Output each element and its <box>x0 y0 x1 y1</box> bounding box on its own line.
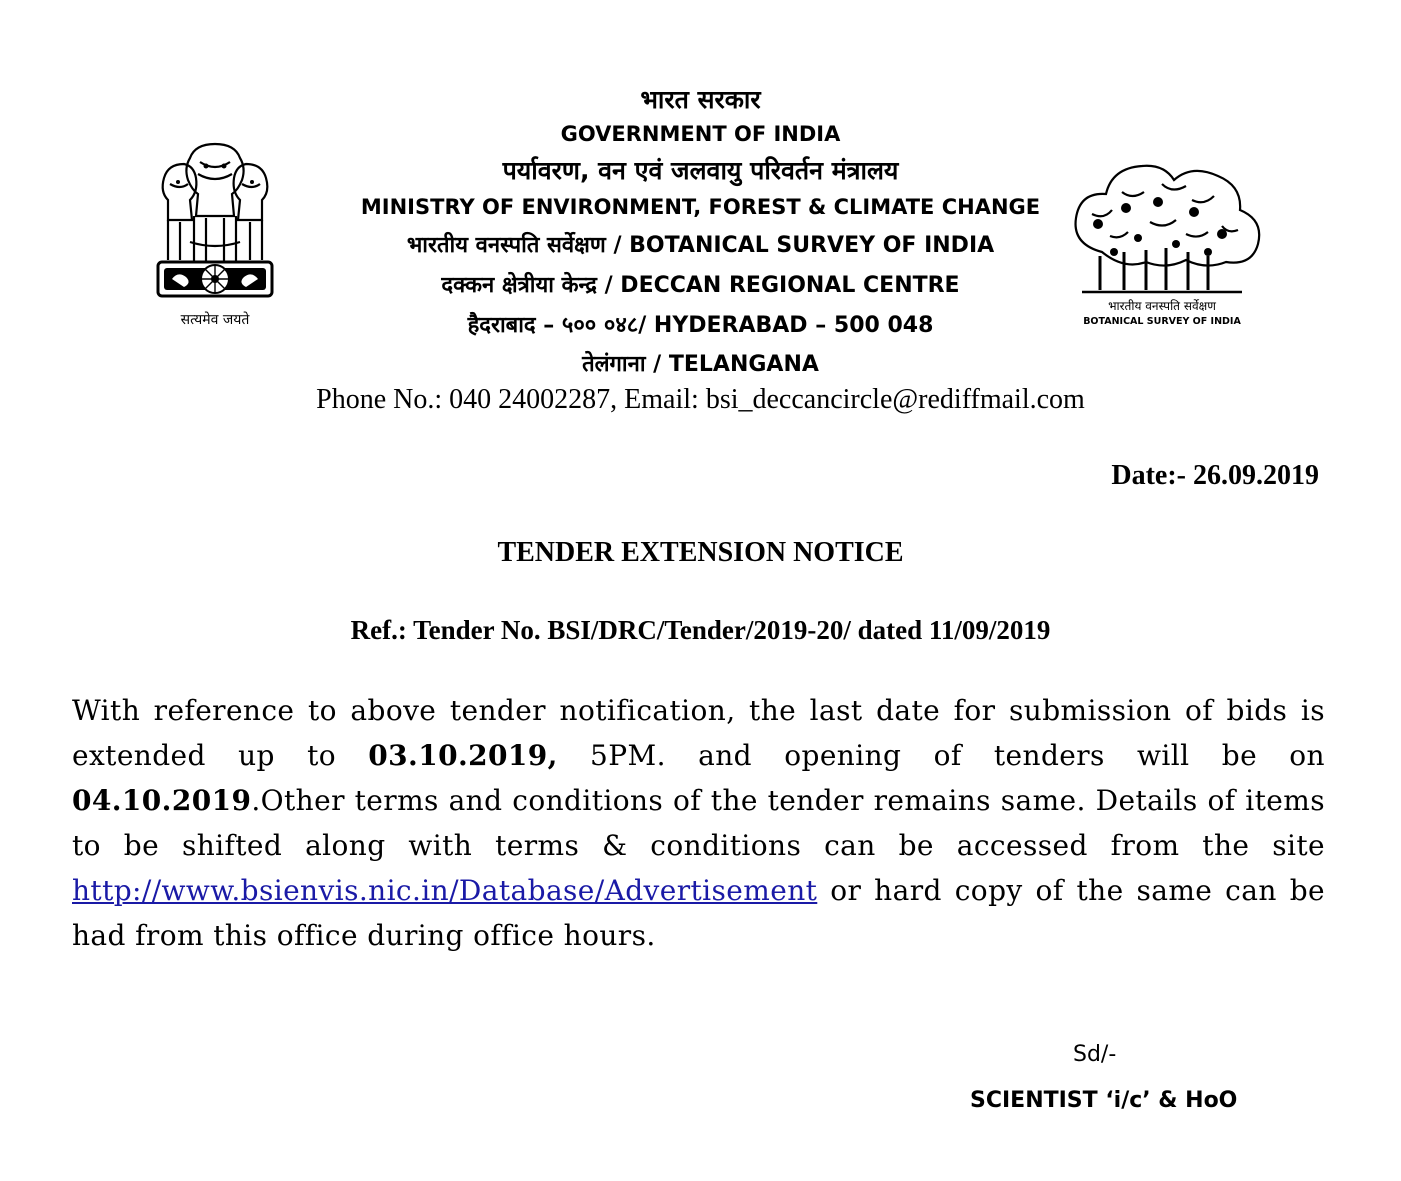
header-ministry-hindi: पर्यावरण, वन एवं जलवायु परिवर्तन मंत्रालय <box>502 156 899 185</box>
contact-line: Phone No.: 040 24002287, Email: bsi_deccancircle@rediffmail.com <box>316 384 1085 415</box>
body-text-4: or hard copy of the same can be had from this office during office hours. <box>72 874 1325 952</box>
header-govt-hindi: भारत सरकार <box>640 85 761 114</box>
header-regional-centre: दक्कन क्षेत्रीया केन्द्र / DECCAN REGIONAL CENTRE <box>441 273 960 298</box>
notice-body <box>72 688 1325 958</box>
submission-date: 03.10.2019, <box>368 739 558 772</box>
bsi-logo-caption-hi: भारतीय वनस्पति सर्वेक्षण <box>1108 299 1216 313</box>
body-text-1: With reference to above tender notification, the last date for submission of bids is extended up to <box>72 694 1325 772</box>
notice-date: Date:- 26.09.2019 <box>1111 460 1319 491</box>
opening-date: 04.10.2019 <box>72 784 252 817</box>
signature-sd: Sd/- <box>1073 1042 1117 1067</box>
header-ministry-english: MINISTRY OF ENVIRONMENT, FOREST & CLIMATE CHANGE <box>360 195 1041 219</box>
header-city: हैदराबाद – ५०० ०४८/ HYDERABAD – 500 048 <box>467 313 934 338</box>
notice-reference: Ref.: Tender No. BSI/DRC/Tender/2019-20/ dated 11/09/2019 <box>350 615 1051 645</box>
notice-title: TENDER EXTENSION NOTICE <box>497 537 904 568</box>
body-text-3: .Other terms and conditions of the tender remains same. Details of items to be shifted along with terms & conditions can be accessed from the site <box>72 784 1325 862</box>
header-state: तेलंगाना / TELANGANA <box>582 352 819 377</box>
header-bsi: भारतीय वनस्पति सर्वेक्षण / BOTANICAL SURVEY OF INDIA <box>406 233 995 258</box>
advertisement-link[interactable]: http://www.bsienvis.nic.in/Database/Advertisement <box>72 874 818 907</box>
body-text-2: 5PM. and opening of tenders will be on <box>557 739 1325 772</box>
bsi-logo-caption-en: BOTANICAL SURVEY OF INDIA <box>1083 316 1241 327</box>
header-govt-english: GOVERNMENT OF INDIA <box>560 122 841 146</box>
emblem-motto: सत्यमेव जयते <box>180 312 250 328</box>
signatory-designation: SCIENTIST ‘i/c’ & HoO <box>970 1088 1238 1113</box>
